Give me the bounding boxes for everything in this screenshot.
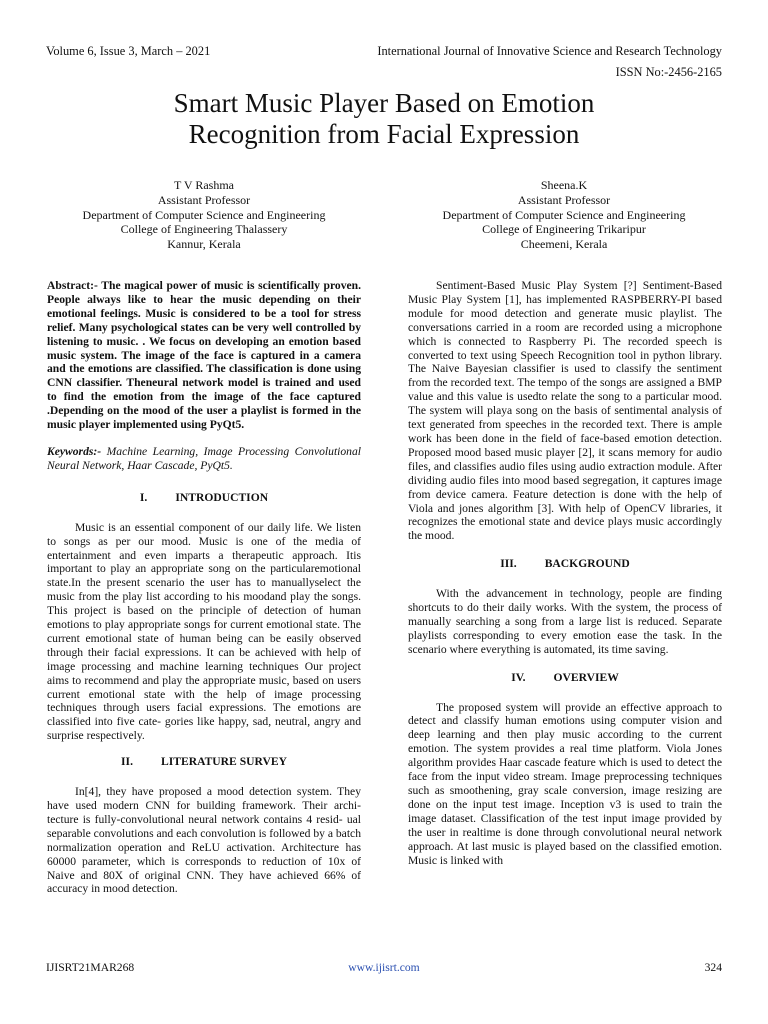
literature-survey-body: In[4], they have proposed a mood detection system. They have used modern CNN for building framework. Their archi- tecture is fully-convolutional neural network contains 4 resid- ual separable convolutions and each convolution is followed by a batch normalization operation and ReLU activation. Architecture has 60000 parameter, which is corresponds to reduction of 10x of Naive and 80X of original CNN. They have achieved 66% of accuracy in mood detection. xyxy=(47,785,361,896)
author-college: College of Engineering Trikaripur xyxy=(482,222,646,237)
author-place: Kannur, Kerala xyxy=(167,237,241,252)
paper-title-line-2: Recognition from Facial Expression xyxy=(188,119,580,149)
keywords-label: Keywords:- xyxy=(47,444,102,458)
keywords-text: Machine Learning, Image Processing Convolutional Neural Network, Haar Cascade, PyQt5. xyxy=(47,444,361,472)
section-title: BACKGROUND xyxy=(544,557,630,571)
paper-title-line-1: Smart Music Player Based on Emotion xyxy=(173,88,595,118)
right-column xyxy=(408,279,722,867)
section-number: I. xyxy=(139,490,148,504)
author-dept: Department of Computer Science and Engineering xyxy=(442,207,686,222)
author-role: Assistant Professor xyxy=(157,192,251,207)
author-place: Cheemeni, Kerala xyxy=(520,237,608,252)
section-number: III. xyxy=(500,557,517,571)
author-2 xyxy=(399,178,729,252)
journal-volume: Volume 6, Issue 3, March – 2021 xyxy=(46,44,211,58)
author-1 xyxy=(39,178,369,252)
author-role: Assistant Professor xyxy=(517,192,611,207)
section-number: II. xyxy=(121,755,133,769)
section-title: OVERVIEW xyxy=(553,670,619,684)
section-title: LITERATURE SURVEY xyxy=(160,755,287,769)
section-heading-background xyxy=(408,557,722,571)
author-dept: Department of Computer Science and Engineering xyxy=(82,207,326,222)
paper-title xyxy=(40,88,728,150)
abstract: Abstract:- The magical power of music is scientifically proven. People always like to hear the music depending on their emotional feelings. Music is considered to be a tool for stress relief. Many psychological states can be very well controlled by listening to music. . We focus on developing an emotion based music system. The image of the face is captured in a camera and the emotions are classified. The classification is done using CNN classifier. Theneural network model is trained and used to find the emotion from the image of the face captured .Depending on the mood of the user a playlist is formed in the music player implemented using PyQt5. xyxy=(47,279,361,432)
paper-id: IJISRT21MAR268 xyxy=(46,961,135,974)
background-body: With the advancement in technology, people are finding shortcuts to do their daily works. With the system, the process of manually searching a song from a large list is reduced. Separate playlists corresponding to every emotion ease the task. In the scenario where everything is automated, its time saving. xyxy=(408,587,722,656)
author-name: T V Rashma xyxy=(173,178,234,192)
section-heading-introduction xyxy=(47,491,361,505)
issn: ISSN No:-2456-2165 xyxy=(615,65,722,79)
left-column xyxy=(47,279,361,896)
page-number: 324 xyxy=(704,961,722,974)
section-number: IV. xyxy=(511,670,526,684)
journal-website-link[interactable]: www.ijisrt.com xyxy=(348,961,420,974)
section-heading-literature-survey xyxy=(47,755,361,769)
journal-name: International Journal of Innovative Science and Research Technology xyxy=(377,44,722,58)
author-name: Sheena.K xyxy=(540,178,588,192)
section-title: INTRODUCTION xyxy=(175,490,269,504)
author-college: College of Engineering Thalassery xyxy=(120,222,288,237)
keywords xyxy=(47,445,361,473)
related-work-body: Sentiment-Based Music Play System [?] Sentiment-Based Music Play System [1], has implemented RASPBERRY-PI based module for mood detection and generate music playlist. The conversations carried in a room are recorded using a microphone which is connected to Raspberry Pi. The recorded speech is converted to text using Speech Recognition tool in python library. The Naive Bayesian classifier is used to classify the sentiment from the recorded text. The tempo of the songs are assigned a BMP value and this value is usedto relate the song to a particular mood. The system will playa song on the basis of sentimental analysis of text generated from speeches in the recorded text. There is ample work has been done in the field of face-based emotion detection. Proposed mood based music player [2], it scans memory for audio files, and classifies audio files using audio extraction module. After dividing audio files into mood based segregation, it captures image from device camera. Feature detection is done with the help of Viola and jones algorithm [3]. With help of OpenCV libraries, it recognizes the emotional state and device plays music accordingly the mood. xyxy=(408,279,722,543)
section-heading-overview xyxy=(408,671,722,685)
overview-body: The proposed system will provide an effective approach to detect and classify human emotions using computer vision and deep learning and then play music according to the current emotion. The system provides a real time platform. Viola Jones algorithm provides Haar cascade feature which is used to detect the face from the input video stream. Image preprocessing techniques such as smoothening, gray scale conversion, image resizing are done on the input test image. Inception v3 is used to train the image dataset. Classification of the test input image provided by the user in realtime is done through convolutional neural network approach. At last music is played based on the classified emotion. Music is linked with xyxy=(408,700,722,867)
introduction-body: Music is an essential component of our daily life. We listen to songs as per our mood. Music is one of the media of entertainment and even imparts a therapeutic approach. Itis important to play an appropriate song on the particularemotional state.In the present scenario the user has to manuallyselect the music from the play list according to his moodand play the songs. This project is based on the principle of detection of human emotions to play appropriate songs for current emotional state. The current emotional state of human being can be easily observed through their facial expressions. It can be achieved with help of image processing and machine learning techniques Our project aims to recommend and play the appropriate music, based on users current emotional state with the help of image processing techniques through users facial expressions. The emotions are classified into five cate- gories like happy, sad, neutral, angry and surprise respectively. xyxy=(47,520,361,743)
